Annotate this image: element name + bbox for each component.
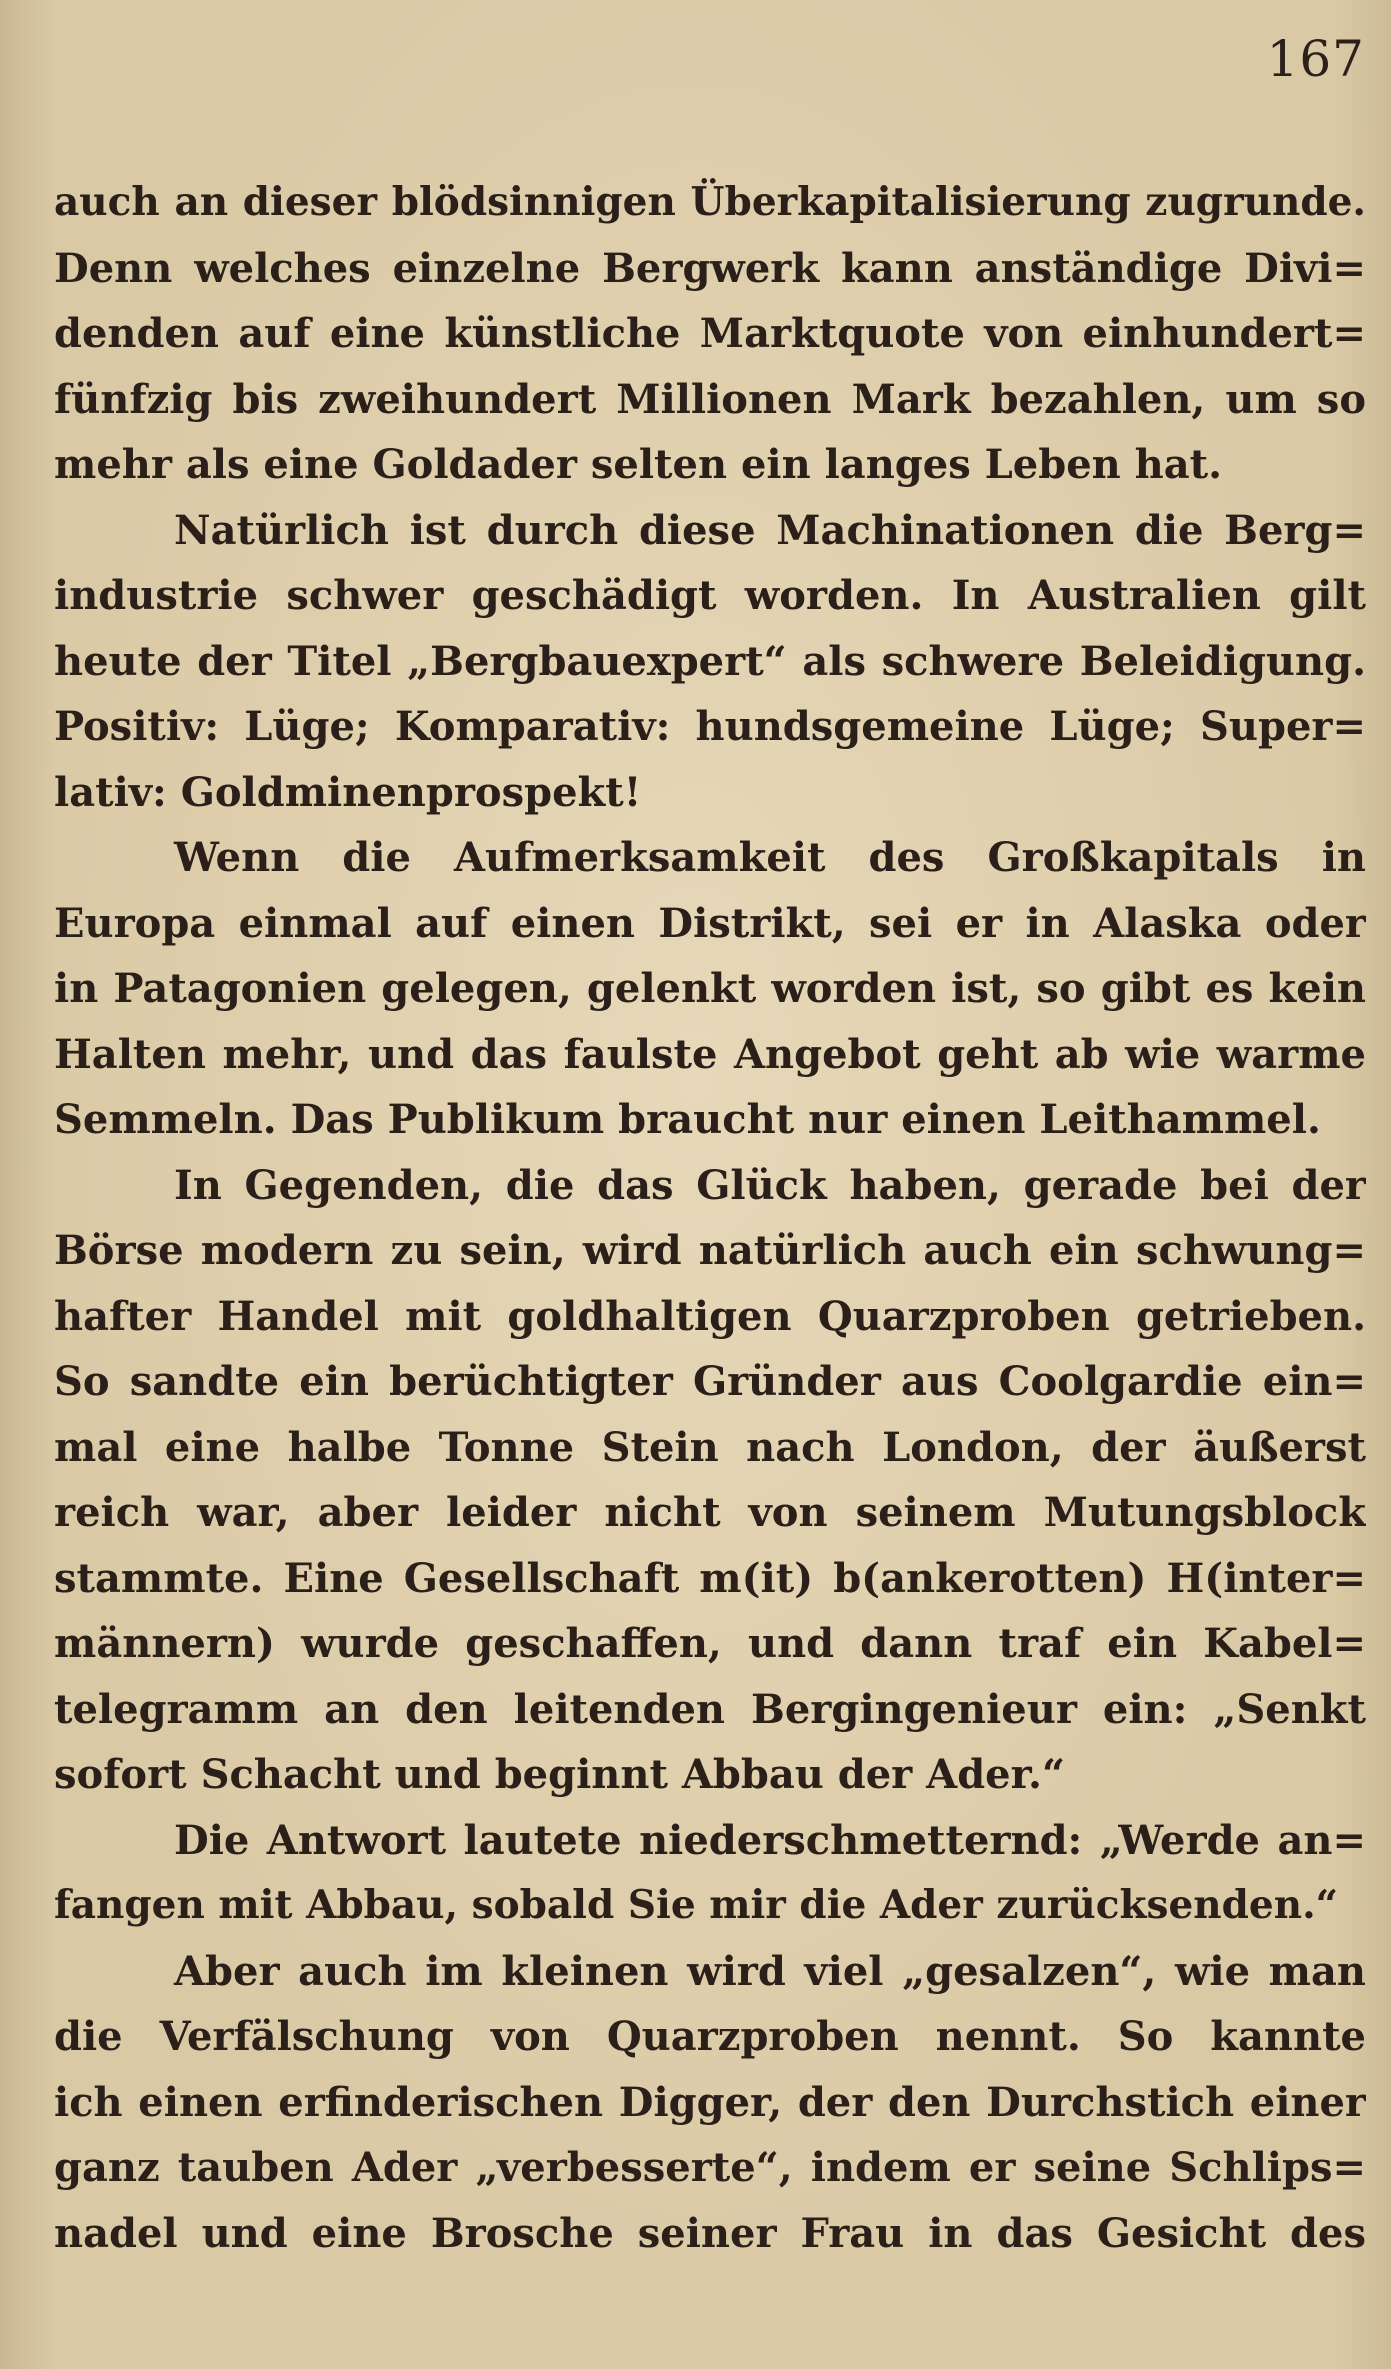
text-line: mal eine halbe Tonne Stein nach London, der äußerst — [54, 1423, 1366, 1471]
text-line: hafter Handel mit goldhaltigen Quarzproben getrieben. — [54, 1292, 1366, 1340]
text-line: industrie schwer geschädigt worden. In Australien gilt — [54, 572, 1366, 619]
text-line: telegramm an den leitenden Bergingenieur ein: „Senkt — [54, 1685, 1366, 1733]
text-line: Börse modern zu sein, wird natürlich auch ein schwung= — [54, 1227, 1366, 1274]
text-line: Positiv: Lüge; Komparativ: hundsgemeine Lüge; Super= — [54, 703, 1366, 750]
text-line: So sandte ein berüchtigter Gründer aus Coolgardie ein= — [54, 1358, 1366, 1405]
text-line: Aber auch im kleinen wird viel „gesalzen“, wie man — [174, 1947, 1366, 1995]
text-line: ganz tauben Ader „verbesserte“, indem er seine Schlips= — [54, 2144, 1366, 2191]
text-line: fünfzig bis zweihundert Millionen Mark bezahlen, um so — [54, 375, 1366, 423]
text-line: Halten mehr, und das faulste Angebot geht ab wie warme — [54, 1030, 1366, 1078]
text-line: Wenn die Aufmerksamkeit des Großkapitals in — [174, 834, 1366, 881]
text-line: denden auf eine künstliche Marktquote von einhundert= — [54, 310, 1366, 357]
text-line: Denn welches einzelne Bergwerk kann anständige Divi= — [54, 244, 1366, 292]
text-line: in Patagonien gelegen, gelenkt worden ist, so gibt es kein — [54, 965, 1366, 1012]
text-line: auch an dieser blödsinnigen Überkapitalisierung zugrunde. — [54, 179, 1366, 225]
text-line: reich war, aber leider nicht von seinem Mutungsblock — [54, 1489, 1366, 1536]
text-line: mehr als eine Goldader selten ein langes Leben hat. — [54, 441, 1223, 488]
text-line: die Verfälschung von Quarzproben nennt. So kannte — [54, 2013, 1366, 2060]
text-line: In Gegenden, die das Glück haben, gerade bei der — [174, 1161, 1366, 1209]
text-line: Semmeln. Das Publikum braucht nur einen Leithammel. — [54, 1096, 1321, 1143]
text-line: Die Antwort lautete niederschmetternd: „Werde an= — [174, 1816, 1366, 1864]
text-line: Europa einmal auf einen Distrikt, sei er in Alaska oder — [54, 899, 1366, 947]
text-line: heute der Titel „Bergbauexpert“ als schwere Beleidigung. — [54, 637, 1366, 685]
text-line: lativ: Goldminenprospekt! — [54, 768, 642, 816]
body-text — [54, 170, 1366, 2266]
text-line: sofort Schacht und beginnt Abbau der Ader.“ — [54, 1751, 1065, 1798]
page-number: 167 — [1266, 30, 1365, 88]
text-line: fangen mit Abbau, sobald Sie mir die Ader zurücksenden.“ — [54, 1882, 1339, 1928]
text-line: männern) wurde geschaffen, und dann traf ein Kabel= — [54, 1620, 1366, 1667]
text-line: Natürlich ist durch diese Machinationen die Berg= — [174, 506, 1366, 554]
text-line: nadel und eine Brosche seiner Frau in das Gesicht des — [54, 2209, 1366, 2257]
text-line: ich einen erfinderischen Digger, der den Durchstich einer — [54, 2078, 1366, 2126]
text-line: stammte. Eine Gesellschaft m(it) b(ankerotten) H(inter= — [54, 1554, 1366, 1602]
